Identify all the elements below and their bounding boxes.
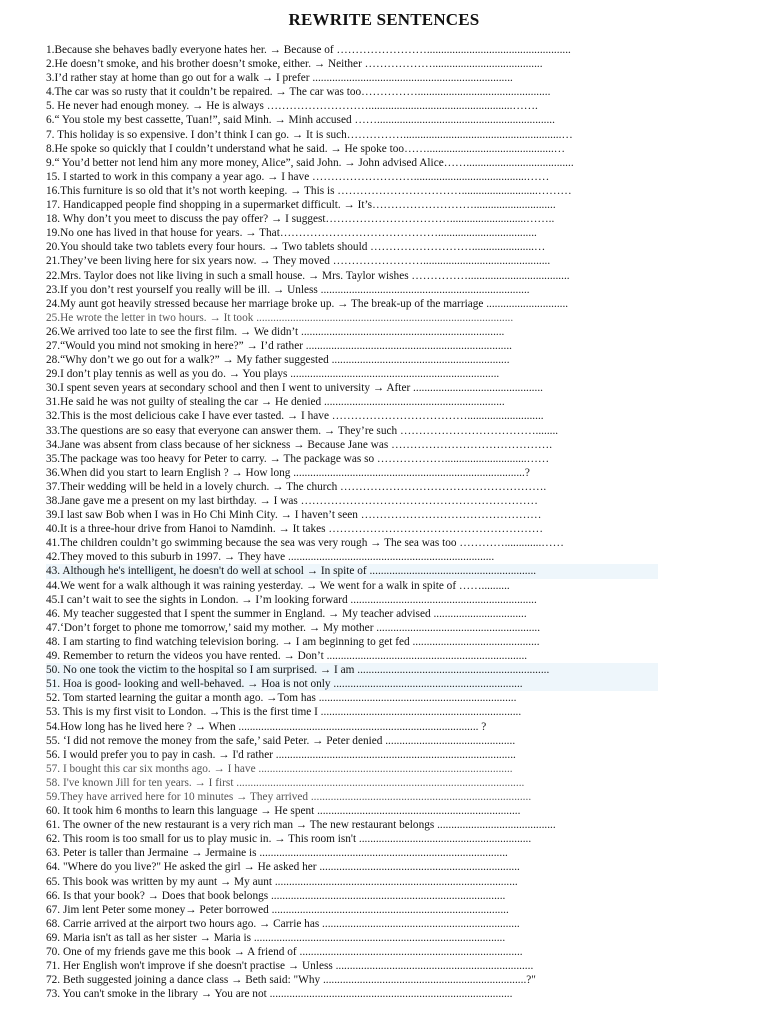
exercise-line: 70. One of my friends gave me this book → A friend of ...............................................................................	[46, 946, 523, 958]
exercise-line: 30.I spent seven years at secondary school and then I went to university → After ..............................................	[46, 382, 543, 395]
exercise-line: 56. I would prefer you to pay in cash. → I'd rather .....................................................................................	[46, 748, 516, 761]
exercise-line: 57. I bought this car six months ago. → I have ..........................................................................................	[46, 762, 513, 775]
exercise-line: 49. Remember to return the videos you have rented. → Don’t .......................................................................	[46, 650, 528, 663]
exercise-line: 25.He wrote the letter in two hours. → It took ...........................................................................................	[46, 311, 514, 324]
exercise-line: 39.I last saw Bob when I was in Ho Chi Minh City. → I haven’t seen …………………………………………	[46, 509, 542, 522]
exercise-line: 58. I've known Jill for ten years. → I first ......................................................................................................	[46, 776, 525, 789]
exercise-line: 69. Maria isn't as tall as her sister → Maria is .........................................................................................	[46, 931, 506, 944]
exercise-line: 37.Their wedding will be held in a lovely church. → The church ……………………………………………….	[46, 480, 547, 493]
exercise-line: 38.Jane gave me a present on my last birthday. → I was ………………………………………………………	[46, 495, 538, 507]
exercise-line: 20.You should take two tablets every four hours. → Two tablets should ………………………......................…	[46, 241, 546, 254]
exercise-line: 59.They have arrived here for 10 minutes → They arrived ..............................................................................	[46, 790, 532, 803]
exercise-line: 41.The children couldn’t go swimming because the sea was very rough → The sea was too ………….............……	[46, 537, 564, 550]
exercise-line: 51. Hoa is good- looking and well-behaved. → Hoa is not only ...................................................................	[46, 677, 658, 691]
exercise-line: 63. Peter is taller than Jermaine → Jermaine is ........................................................................................	[46, 847, 508, 860]
exercise-line: 40.It is a three-hour drive from Hanoi to Namdinh. → It takes …………………………………………………	[46, 523, 543, 536]
exercise-line: 60. It took him 6 months to learn this language → He spent ........................................................................	[46, 805, 521, 818]
exercise-line: 23.If you don’t rest yourself you really will be ill. → Unless ..........................................................................	[46, 283, 530, 296]
exercise-line: 64. "Where do you live?" He asked the girl → He asked her .......................................................................	[46, 861, 520, 874]
exercise-line: 71. Her English won't improve if she doesn't practise → Unless ......................................................................	[46, 960, 534, 973]
exercise-line: 2.He doesn’t smoke, and his brother doesn’t smoke, either. → Neither ……………….......................................	[46, 58, 543, 71]
exercise-line: 62. This room is too small for us to play music in. → This room isn't .............................................................	[46, 833, 532, 846]
exercise-line: 73. You can't smoke in the library → You are not ......................................................................................	[46, 988, 513, 1001]
exercise-line: 45.I can’t wait to see the sights in London. → I’m looking forward ..................................................................	[46, 593, 537, 606]
exercise-line: 54.How long has he lived here ? → When ..................................................................................... ?	[46, 720, 487, 733]
exercise-line: 8.He spoke so quickly that I couldn’t understand what he said. → He spoke too…….............................................…	[46, 142, 566, 155]
exercise-line: 3.I’d rather stay at home than go out for a walk → I prefer .......................................................................	[46, 72, 513, 85]
exercise-line: 1.Because she behaves badly everyone hates her. → Because of ……………………...................................................	[46, 44, 571, 56]
exercise-line: 29.I don’t play tennis as well as you do. → You plays ..........................................................................	[46, 368, 500, 381]
exercise-line: 42.They moved to this suburb in 1997. → They have .........................................................................	[46, 551, 495, 564]
exercise-line: 50. No one took the victim to the hospital so I am surprised. → I am ....................................................................	[46, 663, 658, 677]
exercise-line: 18. Why don’t you meet to discuss the pay offer? → I suggest……………………………...........................……..	[46, 213, 555, 226]
exercise-line: 6.“ You stole my best cassette, Tuan!”, said Minh. → Minh accused ……...............................................................	[46, 114, 555, 127]
exercise-line: 16.This furniture is so old that it’s not worth keeping. → This is ……………………………...........................………	[46, 184, 572, 197]
exercise-line: 4.The car was so rusty that it couldn’t be repaired. → The car was too……………...............................................	[46, 86, 551, 99]
exercise-line: 36.When did you start to learn English ? → How long ..................................................................................?	[46, 466, 530, 479]
exercise-line: 26.We arrived too late to see the first film. → We didn’t ........................................................................	[46, 325, 505, 338]
exercise-line: 66. Is that your book? → Does that book belongs ...................................................................................	[46, 889, 506, 902]
exercise-line: 15. I started to work in this company a year ago. → I have ………………………........................................……	[46, 170, 550, 183]
exercise-list	[46, 43, 658, 1001]
exercise-line: 55. ‘I did not remove the money from the safe,’ said Peter. → Peter denied ..............................................	[46, 734, 516, 747]
exercise-line: 17. Handicapped people find shopping in a supermarket difficult. → It’s……………………….............................	[46, 199, 556, 212]
exercise-line: 44.We went for a walk although it was raining yesterday. → We went for a walk in spite of ……..........	[46, 579, 510, 592]
exercise-line: 22.Mrs. Taylor does not like living in such a small house. → Mrs. Taylor wishes ……………....................................	[46, 269, 570, 282]
exercise-line: 52. Tom started learning the guitar a month ago. →Tom has ......................................................................	[46, 692, 517, 705]
page-title: REWRITE SENTENCES	[288, 10, 480, 29]
exercise-line: 9.“ You’d better not lend him any more money, Alice”, said John. → John advised Alice……......................................	[46, 156, 574, 169]
exercise-line: 61. The owner of the new restaurant is a very rich man → The new restaurant belongs ..........................................	[46, 819, 556, 832]
exercise-line: 31.He said he was not guilty of stealing the car → He denied ................................................................	[46, 396, 505, 409]
exercise-line: 28.“Why don’t we go out for a walk?” → My father suggested ...............................................................	[46, 354, 510, 367]
exercise-line: 48. I am starting to find watching television boring. → I am beginning to get fed .............................................	[46, 635, 540, 648]
exercise-line: 35.The package was too heavy for Peter to carry. → The package was so ……………….............................……	[46, 452, 550, 465]
exercise-line: 5. He never had enough money. → He is always ………………………...................................................…….	[46, 100, 538, 113]
exercise-line: 7. This holiday is so expensive. I don’t think I can go. → It is such……………........................................................…	[46, 128, 573, 141]
exercise-line: 24.My aunt got heavily stressed because her marriage broke up. → The break-up of the marriage .............................	[46, 297, 569, 310]
exercise-line: 19.No one has lived in that house for years. → That……………………………………...................................	[46, 227, 537, 240]
exercise-line: 68. Carrie arrived at the airport two hours ago. → Carrie has ......................................................................	[46, 917, 520, 930]
exercise-line: 21.They’ve been living here for six years now. → They moved …………………….............................................	[46, 255, 551, 268]
exercise-line: 72. Beth suggested joining a dance class → Beth said: "Why ........................................................................?"	[46, 974, 536, 987]
exercise-line: 47.‘Don’t forget to phone me tomorrow,’ said my mother. → My mother ..........................................................	[46, 621, 541, 634]
exercise-line: 32.This is the most delicious cake I have ever tasted. → I have ………………………………...........................	[46, 410, 544, 423]
exercise-line: 67. Jim lent Peter some money→ Peter borrowed ....................................................................................	[46, 903, 509, 916]
exercise-line: 43. Although he's intelligent, he doesn't do well at school → In spite of ...........................................................	[46, 564, 658, 578]
exercise-line: 65. This book was written by my aunt → My aunt ......................................................................................	[46, 875, 518, 888]
exercise-line: 34.Jane was absent from class because of her sickness → Because Jane was …………………………………….	[46, 438, 553, 451]
exercise-line: 33.The questions are so easy that everyone can answer them. → They’re such ………………………………........	[46, 424, 559, 437]
exercise-line: 46. My teacher suggested that I spent the summer in England. → My teacher advised .................................	[46, 607, 527, 620]
exercise-line: 53. This is my first visit to London. →This is the first time I .......................................................................	[46, 706, 522, 719]
exercise-line: 27.“Would you mind not smoking in here?” → I’d rather .........................................................................	[46, 339, 512, 352]
